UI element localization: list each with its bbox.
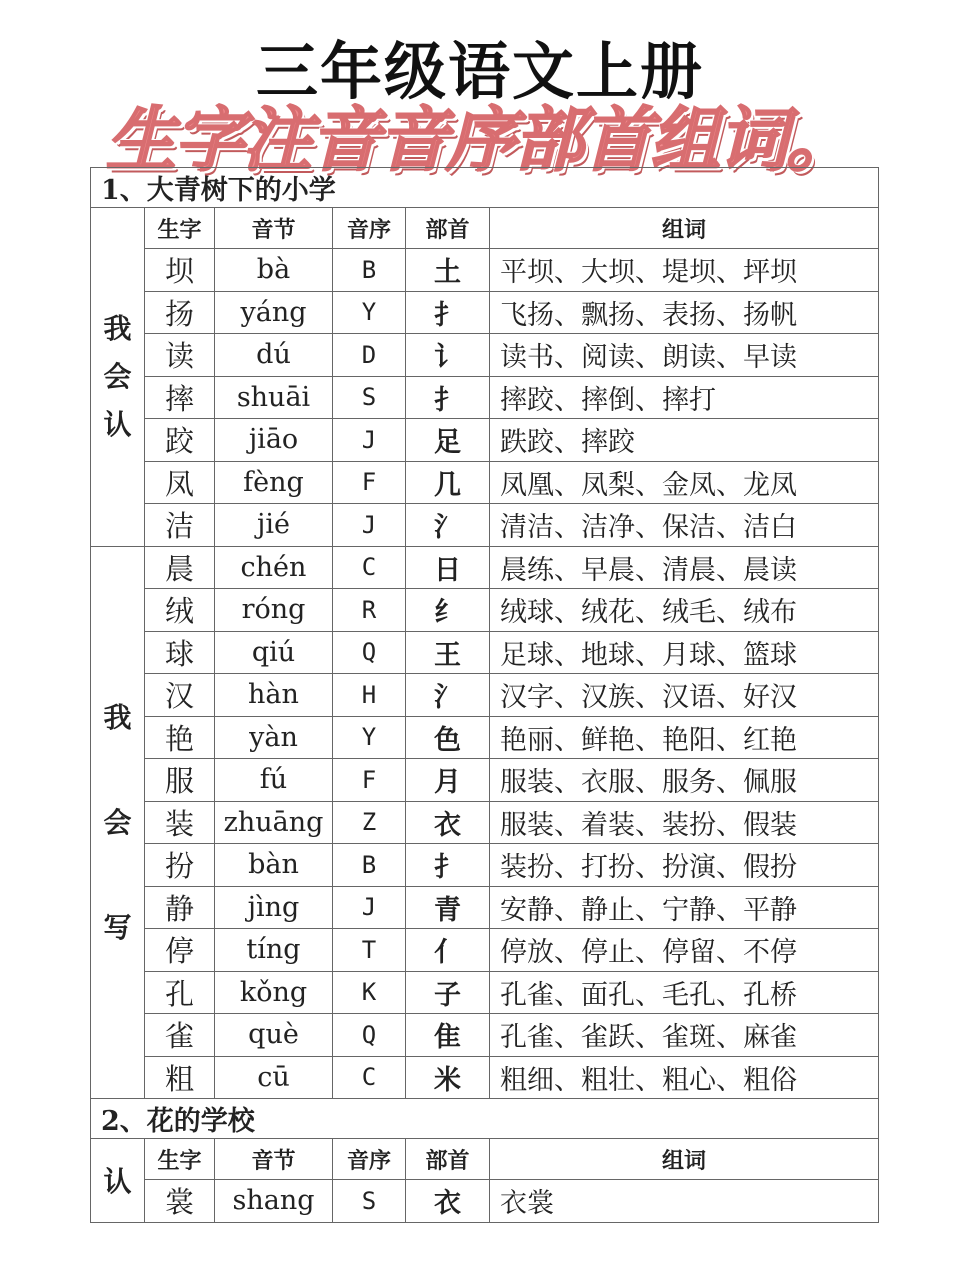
order-cell: B — [333, 844, 406, 887]
char-cell: 坝 — [145, 249, 215, 292]
char-cell: 跤 — [145, 419, 215, 462]
table-row — [91, 1014, 879, 1057]
order-cell: Y — [333, 291, 406, 334]
order-cell: Z — [333, 801, 406, 844]
order-cell: D — [333, 334, 406, 377]
char-cell: 装 — [145, 801, 215, 844]
page-subtitle: 生字注音音序部首组词。 — [106, 99, 854, 181]
recognize-label-char: 认 — [103, 407, 132, 441]
pinyin-cell: zhuāng — [215, 801, 333, 844]
words-cell: 粗细、粗壮、粗心、粗俗 — [490, 1056, 879, 1099]
words-cell: 足球、地球、月球、篮球 — [490, 631, 879, 674]
words-cell: 孔雀、面孔、毛孔、孔桥 — [490, 971, 879, 1014]
char-cell: 扬 — [145, 291, 215, 334]
radical-cell: 扌 — [406, 291, 490, 334]
words-cell: 孔雀、雀跃、雀斑、麻雀 — [490, 1014, 879, 1057]
pinyin-cell: hàn — [215, 674, 333, 717]
char-cell: 扮 — [145, 844, 215, 887]
order-cell: J — [333, 419, 406, 462]
table-row — [91, 716, 879, 759]
lesson2-title-row — [91, 1099, 879, 1139]
words-cell: 飞扬、飘扬、表扬、扬帆 — [490, 291, 879, 334]
order-cell: H — [333, 674, 406, 717]
write-label-char: 会 — [103, 805, 132, 839]
pinyin-cell: fú — [215, 759, 333, 802]
pinyin-cell: dú — [215, 334, 333, 377]
page-title: 三年级语文上册 — [255, 35, 704, 108]
radical-cell: 几 — [406, 461, 490, 504]
char-cell: 读 — [145, 334, 215, 377]
lesson1-title: 1、大青树下的小学 — [91, 168, 879, 208]
words-cell: 凤凰、凤梨、金凤、龙凤 — [490, 461, 879, 504]
table-row — [91, 249, 879, 292]
header-pinyin: 音节 — [215, 1139, 333, 1180]
radical-cell: 氵 — [406, 674, 490, 717]
words-cell: 停放、停止、停留、不停 — [490, 929, 879, 972]
header-order: 音序 — [333, 1139, 406, 1180]
radical-cell: 子 — [406, 971, 490, 1014]
order-cell: K — [333, 971, 406, 1014]
radical-cell: 衣 — [406, 801, 490, 844]
table-row — [91, 291, 879, 334]
radical-cell: 土 — [406, 249, 490, 292]
radical-cell: 日 — [406, 546, 490, 589]
words-cell: 跌跤、摔跤 — [490, 419, 879, 462]
words-cell: 晨练、早晨、清晨、晨读 — [490, 546, 879, 589]
char-cell: 球 — [145, 631, 215, 674]
words-cell: 艳丽、鲜艳、艳阳、红艳 — [490, 716, 879, 759]
char-cell: 雀 — [145, 1014, 215, 1057]
order-cell: J — [333, 886, 406, 929]
lesson2-title: 2、花的学校 — [91, 1099, 879, 1139]
pinyin-cell: shuāi — [215, 376, 333, 419]
order-cell: J — [333, 504, 406, 547]
order-cell: S — [333, 1180, 406, 1223]
order-cell: Q — [333, 631, 406, 674]
table-row — [91, 929, 879, 972]
words-cell: 清洁、洁净、保洁、洁白 — [490, 504, 879, 547]
table-row — [91, 844, 879, 887]
char-cell: 凤 — [145, 461, 215, 504]
words-cell: 绒球、绒花、绒毛、绒布 — [490, 589, 879, 632]
pinyin-cell: jìng — [215, 886, 333, 929]
words-cell: 装扮、打扮、扮演、假扮 — [490, 844, 879, 887]
order-cell: T — [333, 929, 406, 972]
table-row — [91, 1056, 879, 1099]
char-cell: 汉 — [145, 674, 215, 717]
words-cell: 摔跤、摔倒、摔打 — [490, 376, 879, 419]
pinyin-cell: bàn — [215, 844, 333, 887]
recognize-label — [91, 208, 145, 547]
order-cell: B — [333, 249, 406, 292]
table-row — [91, 419, 879, 462]
pinyin-cell: qiú — [215, 631, 333, 674]
words-cell: 读书、阅读、朗读、早读 — [490, 334, 879, 377]
table-row — [91, 759, 879, 802]
radical-cell: 隹 — [406, 1014, 490, 1057]
table-row — [91, 546, 879, 589]
radical-cell: 米 — [406, 1056, 490, 1099]
pinyin-cell: jiāo — [215, 419, 333, 462]
order-cell: S — [333, 376, 406, 419]
pinyin-cell: jié — [215, 504, 333, 547]
lesson1-title-row — [91, 168, 879, 208]
words-cell: 平坝、大坝、堤坝、坪坝 — [490, 249, 879, 292]
radical-cell: 讠 — [406, 334, 490, 377]
radical-cell: 亻 — [406, 929, 490, 972]
pinyin-cell: shang — [215, 1180, 333, 1223]
table-row — [91, 589, 879, 632]
header-radical: 部首 — [406, 208, 490, 249]
char-cell: 静 — [145, 886, 215, 929]
table-row — [91, 674, 879, 717]
table-row — [91, 461, 879, 504]
char-cell: 停 — [145, 929, 215, 972]
words-cell: 服装、衣服、服务、佩服 — [490, 759, 879, 802]
radical-cell: 衣 — [406, 1180, 490, 1223]
order-cell: R — [333, 589, 406, 632]
radical-cell: 扌 — [406, 376, 490, 419]
order-cell: F — [333, 461, 406, 504]
header-pinyin: 音节 — [215, 208, 333, 249]
lesson2-recognize-label: 认 — [91, 1139, 145, 1223]
order-cell: Q — [333, 1014, 406, 1057]
pinyin-cell: bà — [215, 249, 333, 292]
pinyin-cell: fèng — [215, 461, 333, 504]
table-row — [91, 504, 879, 547]
table-row — [91, 801, 879, 844]
write-label — [91, 546, 145, 1099]
recognize-label-char: 我 — [103, 311, 132, 345]
radical-cell: 王 — [406, 631, 490, 674]
header-order: 音序 — [333, 208, 406, 249]
header-char: 生字 — [145, 1139, 215, 1180]
write-label-char: 写 — [103, 910, 132, 944]
char-cell: 晨 — [145, 546, 215, 589]
table-row — [91, 1180, 879, 1223]
table-row — [91, 376, 879, 419]
pinyin-cell: tíng — [215, 929, 333, 972]
pinyin-cell: yàn — [215, 716, 333, 759]
words-cell: 衣裳 — [490, 1180, 879, 1223]
pinyin-cell: kǒng — [215, 971, 333, 1014]
pinyin-cell: róng — [215, 589, 333, 632]
pinyin-cell: què — [215, 1014, 333, 1057]
radical-cell: 色 — [406, 716, 490, 759]
words-cell: 安静、静止、宁静、平静 — [490, 886, 879, 929]
radical-cell: 纟 — [406, 589, 490, 632]
vocabulary-table — [90, 167, 879, 1223]
recognize-label-char: 会 — [103, 359, 132, 393]
char-cell: 服 — [145, 759, 215, 802]
char-cell: 绒 — [145, 589, 215, 632]
words-cell: 汉字、汉族、汉语、好汉 — [490, 674, 879, 717]
table-row — [91, 631, 879, 674]
table-row — [91, 886, 879, 929]
char-cell: 裳 — [145, 1180, 215, 1223]
lesson1-header-row — [91, 208, 879, 249]
table-row — [91, 971, 879, 1014]
header-char: 生字 — [145, 208, 215, 249]
char-cell: 孔 — [145, 971, 215, 1014]
order-cell: F — [333, 759, 406, 802]
order-cell: C — [333, 546, 406, 589]
char-cell: 艳 — [145, 716, 215, 759]
radical-cell: 氵 — [406, 504, 490, 547]
char-cell: 粗 — [145, 1056, 215, 1099]
pinyin-cell: cū — [215, 1056, 333, 1099]
write-label-char: 我 — [103, 700, 132, 734]
words-cell: 服装、着装、装扮、假装 — [490, 801, 879, 844]
radical-cell: 扌 — [406, 844, 490, 887]
char-cell: 摔 — [145, 376, 215, 419]
order-cell: C — [333, 1056, 406, 1099]
header-radical: 部首 — [406, 1139, 490, 1180]
radical-cell: 青 — [406, 886, 490, 929]
table-row — [91, 334, 879, 377]
lesson2-header-row — [91, 1139, 879, 1180]
order-cell: Y — [333, 716, 406, 759]
header-words: 组词 — [490, 1139, 879, 1180]
radical-cell: 月 — [406, 759, 490, 802]
header-words: 组词 — [490, 208, 879, 249]
pinyin-cell: chén — [215, 546, 333, 589]
radical-cell: 足 — [406, 419, 490, 462]
pinyin-cell: yáng — [215, 291, 333, 334]
char-cell: 洁 — [145, 504, 215, 547]
